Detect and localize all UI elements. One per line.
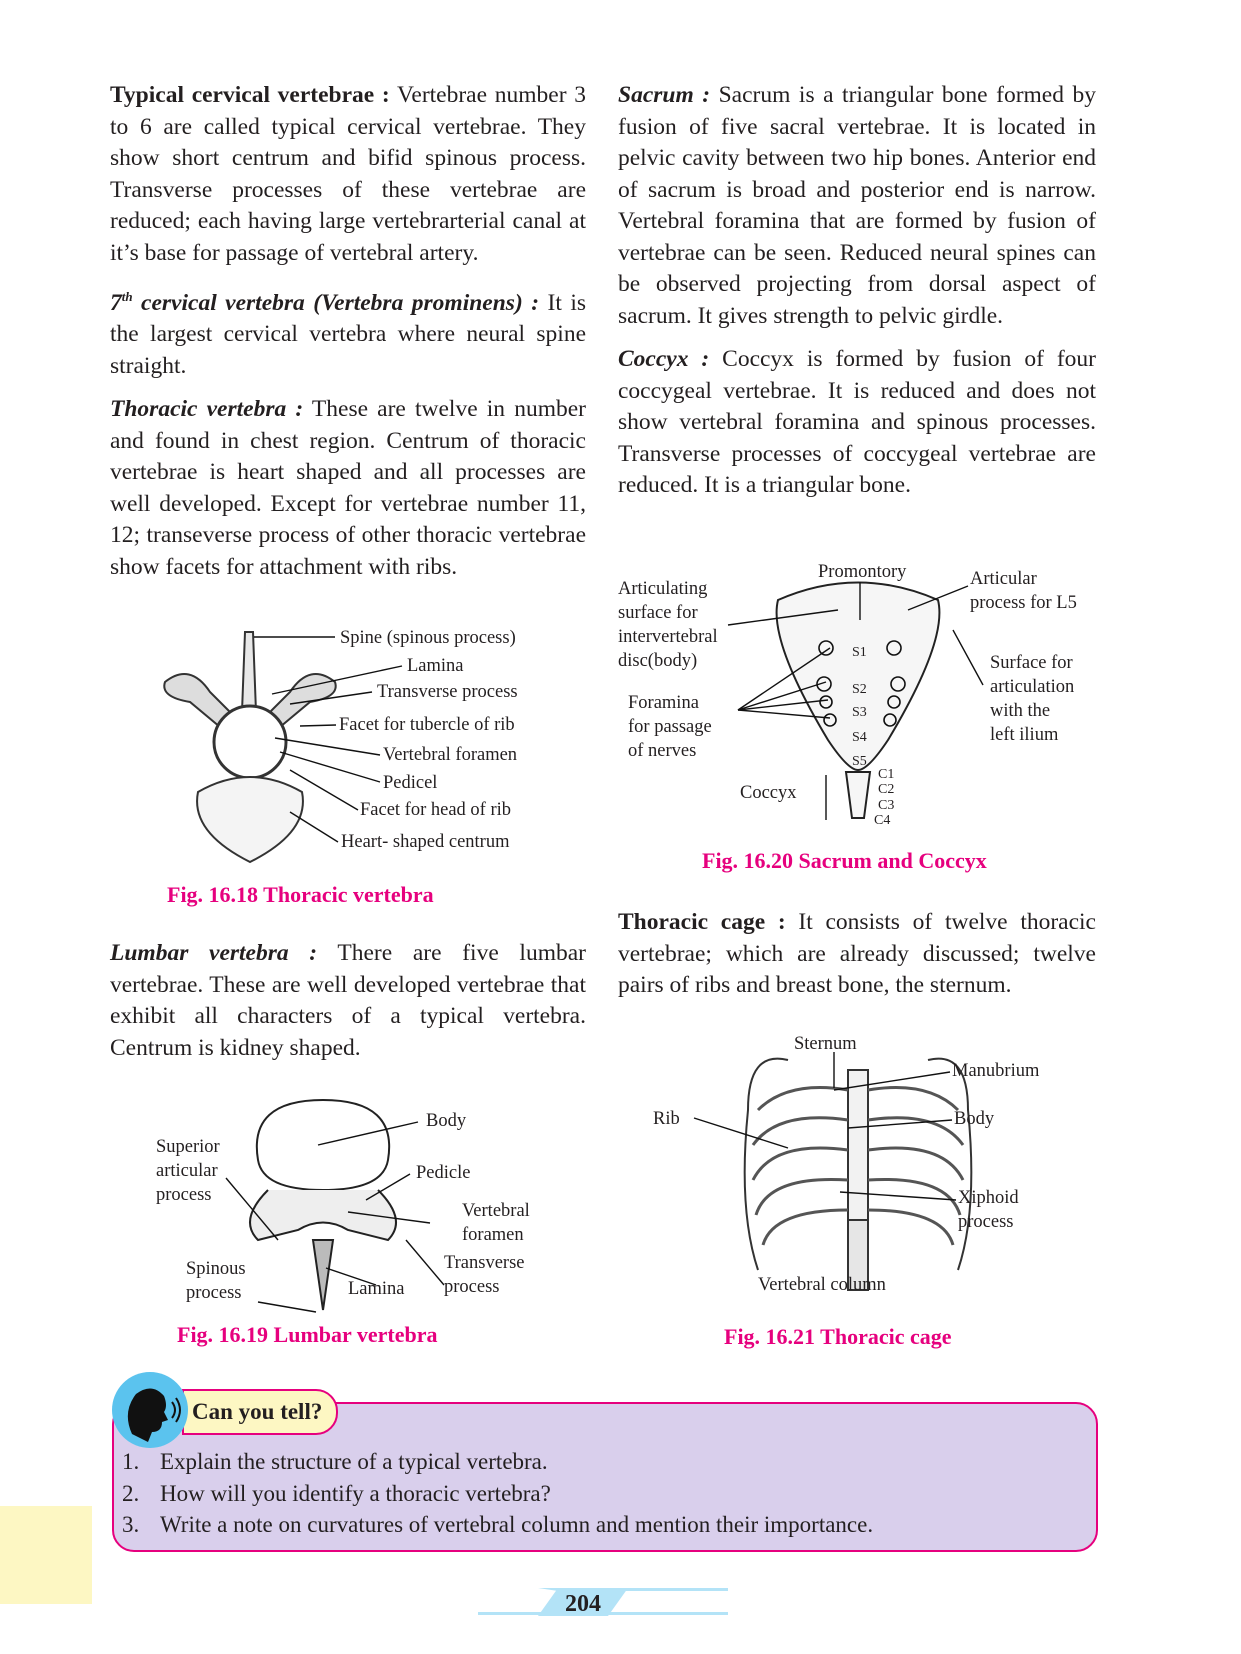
label-c2: C2 (878, 782, 895, 797)
label-c3: C3 (878, 798, 895, 813)
spine-shape (242, 632, 256, 712)
label-s1: S1 (852, 645, 867, 660)
can-you-tell-title: Can you tell? (182, 1389, 338, 1435)
label-surf-1: Surface for (990, 653, 1073, 673)
label-facet-tubercle: Facet for tubercle of rib (339, 715, 515, 735)
label-c1: C1 (878, 767, 895, 782)
coccyx-shape (846, 772, 870, 818)
label-superior-1: Superior (156, 1137, 220, 1157)
question-number: 1. (122, 1449, 140, 1474)
label-surf-4: left ilium (990, 725, 1059, 745)
sacrum-paragraph (618, 80, 1096, 332)
label-promontory: Promontory (818, 562, 907, 582)
label-artsurf-2: surface for (618, 603, 698, 623)
term: Typical cervical vertebrae : (110, 82, 390, 108)
label-vf-2: foramen (462, 1225, 524, 1245)
centrum-shape (197, 777, 303, 862)
paragraph-text: Sacrum is a triangular bone formed by fusion of five sacral vertebrae. It is located in pelvic cavity between two hip bones. Anterior end of sacrum is broad and posterior end is narrow. Vertebral foramina that are formed by fusion of vertebrae can be seen. Reduced neural spines can be observed projecting from dorsal aspect of sacrum. It gives strength to pelvic girdle. (618, 82, 1096, 329)
term-text: cervical vertebra (Vertebra prominens) : (132, 289, 540, 316)
label-sternum: Sternum (794, 1034, 857, 1054)
label-s2: S2 (852, 682, 867, 697)
term (110, 290, 539, 316)
thoracic-vertebra-figure (150, 622, 590, 872)
question-item (122, 1446, 873, 1478)
label-facet-head: Facet for head of rib (360, 800, 512, 820)
term: Lumbar vertebra : (110, 940, 318, 966)
lumbar-vertebra-figure (148, 1090, 588, 1320)
sternum-shape (848, 1070, 868, 1220)
label-rib: Rib (653, 1109, 680, 1129)
label-c4: C4 (874, 813, 891, 828)
question-item (122, 1509, 873, 1541)
lumbar-vertebra-paragraph (110, 938, 586, 1064)
seventh-cervical-paragraph (110, 281, 586, 382)
paragraph-text: Coccyx is formed by fusion of four coccygeal vertebrae. It is reduced and does not show vertebral foramina and spinous processes. Transverse processes of coccygeal vertebrae are reduced. It is a triangular bone. (618, 346, 1096, 498)
label-coccyx: Coccyx (740, 783, 797, 803)
label-vertebral-foramen: Vertebral foramen (383, 745, 518, 765)
paragraph-text: These are twelve in number and found in chest region. Centrum of thoracic vertebrae is heart shaped and all processes are well developed. Except for vertebrae number 11, 12; transeverse process of other thoracic vertebrae show facets for attachment with ribs. (110, 396, 586, 580)
body-shape (257, 1100, 389, 1190)
thoracic-cage-paragraph (618, 907, 1096, 1002)
fig-16-18-caption: Fig. 16.18 Thoracic vertebra (167, 882, 434, 907)
label-superior-2: articular (156, 1161, 218, 1181)
label-surf-3: with the (990, 701, 1051, 721)
label-sp-1: Spinous (186, 1259, 246, 1279)
paragraph-text: It consists of twelve thoracic vertebrae; which are already discussed; twelve pairs of ribs and breast bone, the sternum. (618, 909, 1096, 998)
speaking-head-icon (112, 1372, 188, 1448)
page-number-banner (478, 1584, 728, 1618)
question-number: 2. (122, 1480, 140, 1506)
label-vf-1: Vertebral (462, 1201, 530, 1221)
label-foramina-2: for passage (628, 717, 712, 737)
term: Sacrum : (618, 82, 711, 108)
label-vertebral-column: Vertebral column (758, 1275, 886, 1295)
term-sup: th (121, 289, 133, 304)
label-manubrium: Manubrium (952, 1061, 1040, 1081)
label-s4: S4 (852, 730, 867, 745)
term: Coccyx : (618, 346, 710, 372)
thoracic-cage-figure (648, 1030, 1078, 1310)
thoracic-vertebra-paragraph (110, 394, 586, 583)
sacrum-figure (618, 560, 1098, 840)
label-artproc-1: Articular (970, 569, 1037, 589)
label-surf-2: articulation (990, 677, 1075, 697)
fig-16-19-caption: Fig. 16.19 Lumbar vertebra (177, 1322, 438, 1347)
label-xiphoid-2: process (958, 1212, 1014, 1232)
label-pedicle: Pedicle (416, 1163, 471, 1183)
label-centrum: Heart- shaped centrum (341, 832, 510, 852)
label-tp-2: process (444, 1277, 500, 1297)
lumbar-column (110, 938, 586, 1076)
paragraph-text: It is the largest cervical vertebra where neural spine straight. (110, 289, 587, 379)
label-tp-1: Transverse (444, 1253, 525, 1273)
label-artproc-2: process for L5 (970, 593, 1077, 613)
label-artsurf-3: intervertebral (618, 627, 718, 647)
question-text: Explain the structure of a typical vertebra. (160, 1449, 548, 1474)
label-s5: S5 (852, 754, 867, 769)
typical-cervical-paragraph (110, 80, 586, 269)
vertebral-foramen-shape (214, 706, 286, 778)
label-foramina-1: Foramina (628, 693, 699, 713)
fig-16-20-caption: Fig. 16.20 Sacrum and Coccyx (702, 848, 987, 873)
question-text: Write a note on curvatures of vertebral column and mention their importance. (160, 1512, 874, 1537)
coccyx-paragraph (618, 344, 1096, 502)
label-pedicel: Pedicel (383, 773, 438, 793)
fig-16-21-caption: Fig. 16.21 Thoracic cage (724, 1324, 952, 1349)
spinous-shape (313, 1240, 333, 1310)
label-transverse-process: Transverse process (377, 682, 518, 702)
label-lamina: Lamina (407, 656, 464, 676)
label-body: Body (954, 1109, 995, 1129)
label-superior-3: process (156, 1185, 212, 1205)
label-foramina-3: of nerves (628, 741, 697, 761)
paragraph-text: There are five lumbar vertebrae. These are well developed vertebrae that exhibit all characters of a typical vertebra. Centrum is kidney shaped. (110, 940, 586, 1061)
label-artsurf-4: disc(body) (618, 651, 698, 671)
page-number: 204 (565, 1591, 601, 1617)
label-lamina: Lamina (348, 1279, 405, 1299)
term: Thoracic cage : (618, 909, 786, 935)
left-column (110, 80, 586, 595)
label-s3: S3 (852, 705, 867, 720)
right-column (618, 80, 1096, 514)
question-text: How will you identify a thoracic vertebra? (160, 1480, 551, 1506)
label-spine: Spine (spinous process) (340, 628, 516, 648)
label-sp-2: process (186, 1283, 242, 1303)
term: Thoracic vertebra : (110, 396, 304, 423)
term-number: 7 (110, 289, 122, 316)
label-body: Body (426, 1111, 467, 1131)
thoracic-cage-column (618, 907, 1096, 1014)
label-artsurf-1: Articulating (618, 579, 708, 599)
paragraph-text: Vertebrae number 3 to 6 are called typical cervical vertebrae. They show short centrum and bifid spinous process. Transverse processes of these vertebrae are reduced; each having large vertebrarterial canal at it’s base for passage of vertebral artery. (110, 82, 586, 266)
question-list (122, 1446, 873, 1541)
page-edge-tab (0, 1506, 92, 1604)
question-item (122, 1478, 873, 1510)
question-number: 3. (122, 1512, 140, 1537)
label-xiphoid-1: Xiphoid (958, 1188, 1019, 1208)
